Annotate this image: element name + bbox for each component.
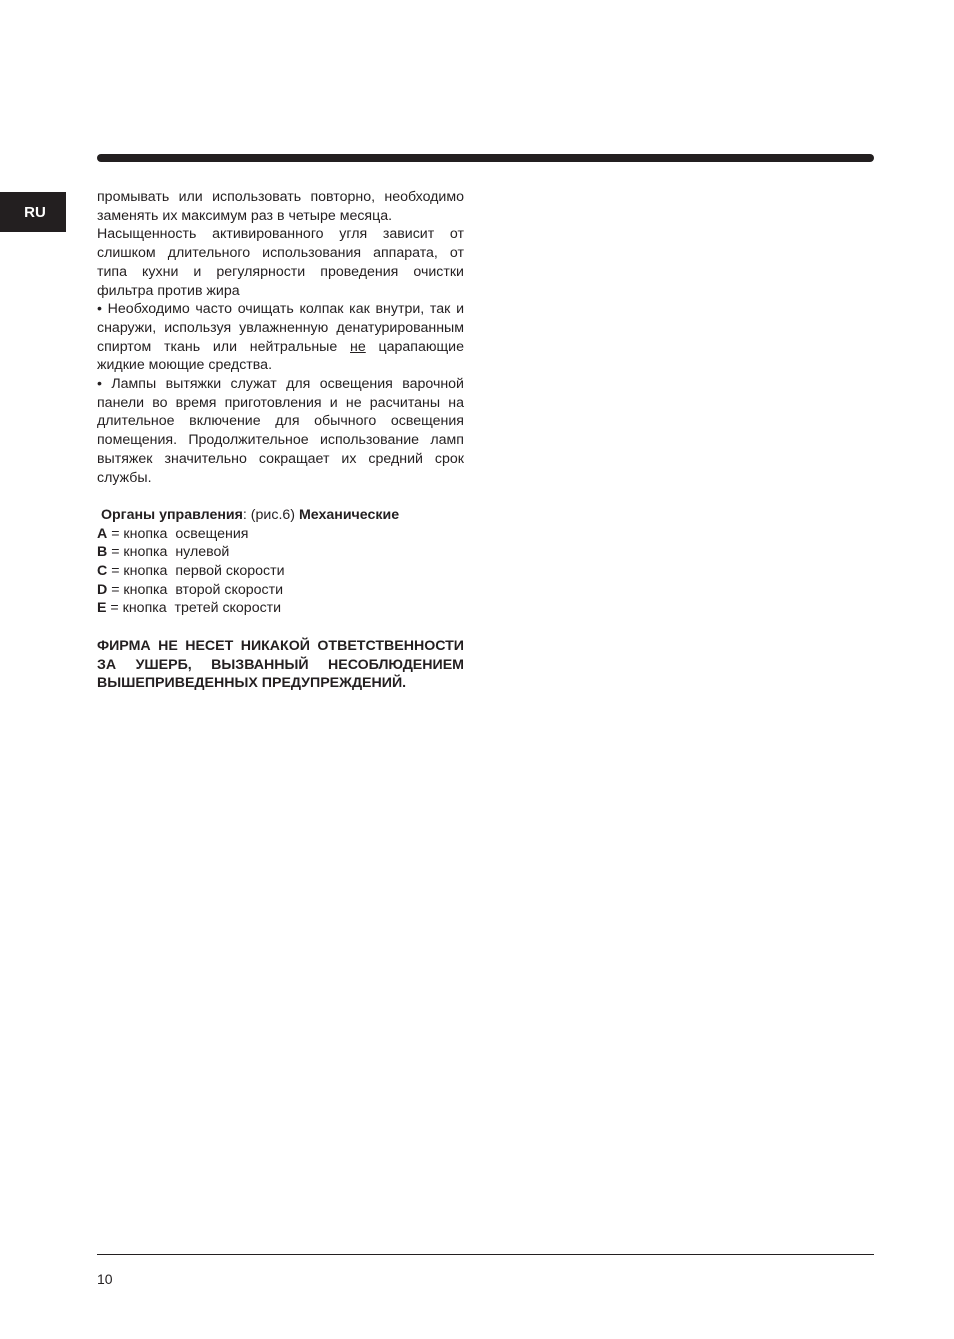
- paragraph-filter-replacement: промывать или использовать повторно, необходимо заменять их максимум раз в четыре месяца.: [97, 189, 464, 224]
- controls-label: Органы управления: [100, 506, 243, 523]
- button-description: = кнопка первой скорости: [107, 563, 285, 580]
- paragraph-cleaning: [97, 300, 464, 375]
- list-item: [97, 599, 464, 618]
- controls-type: Механические: [298, 506, 400, 523]
- button-key: C: [97, 563, 108, 580]
- cleaning-text-underlined: не: [350, 338, 366, 355]
- liability-warning: ФИРМА НЕ НЕСЕТ НИКАКОЙ ОТВЕТСТВЕННОСТИ ЗА УШЕРБ, ВЫЗВАННЫЙ НЕСОБЛЮДЕНИЕМ ВЫШЕПРИВЕДЕННЫХ ПРЕДУПРЕЖДЕНИЙ.: [97, 637, 464, 692]
- button-key: D: [97, 581, 108, 598]
- top-rule: [97, 154, 874, 162]
- text-column: [97, 188, 464, 693]
- button-key: A: [97, 525, 108, 542]
- controls-figure-ref: : (рис.6): [242, 506, 299, 523]
- language-tab: RU: [0, 192, 66, 232]
- button-description: = кнопка освещения: [107, 525, 249, 542]
- button-description: = кнопка третей скорости: [106, 600, 282, 617]
- list-item: [97, 581, 464, 600]
- list-item: [97, 543, 464, 562]
- button-key: B: [97, 544, 108, 561]
- list-item: [97, 562, 464, 581]
- bottom-rule: [97, 1254, 874, 1255]
- paragraph-lamps: • Лампы вытяжки служат для освещения варочной панели во время приготовления и не расчитаны на длительное включение для обычного освещения помещения. Продолжительное использование ламп вытяжек значительно сокращает их средний срок службы.: [97, 376, 464, 486]
- controls-heading: [97, 506, 464, 525]
- button-key: E: [97, 600, 107, 617]
- cleaning-text-start: • Необходимо часто очищать колпак как внутри, так и снаружи, используя увлажненную денатурированным спиртом ткань или нейтральные: [97, 301, 464, 355]
- list-item: [97, 525, 464, 544]
- paragraph-carbon-saturation: Насыщенность активированного угля зависит от слишком длительного использования аппарата, от типа кухни и регулярности проведения очистки фильтра против жира: [97, 226, 464, 299]
- button-list: [97, 525, 464, 619]
- page-number: 10: [97, 1271, 113, 1287]
- button-description: = кнопка второй скорости: [107, 581, 284, 598]
- button-description: = кнопка нулевой: [107, 544, 230, 561]
- cleaning-text-end: царапающие жидкие моющие средства.: [97, 338, 464, 374]
